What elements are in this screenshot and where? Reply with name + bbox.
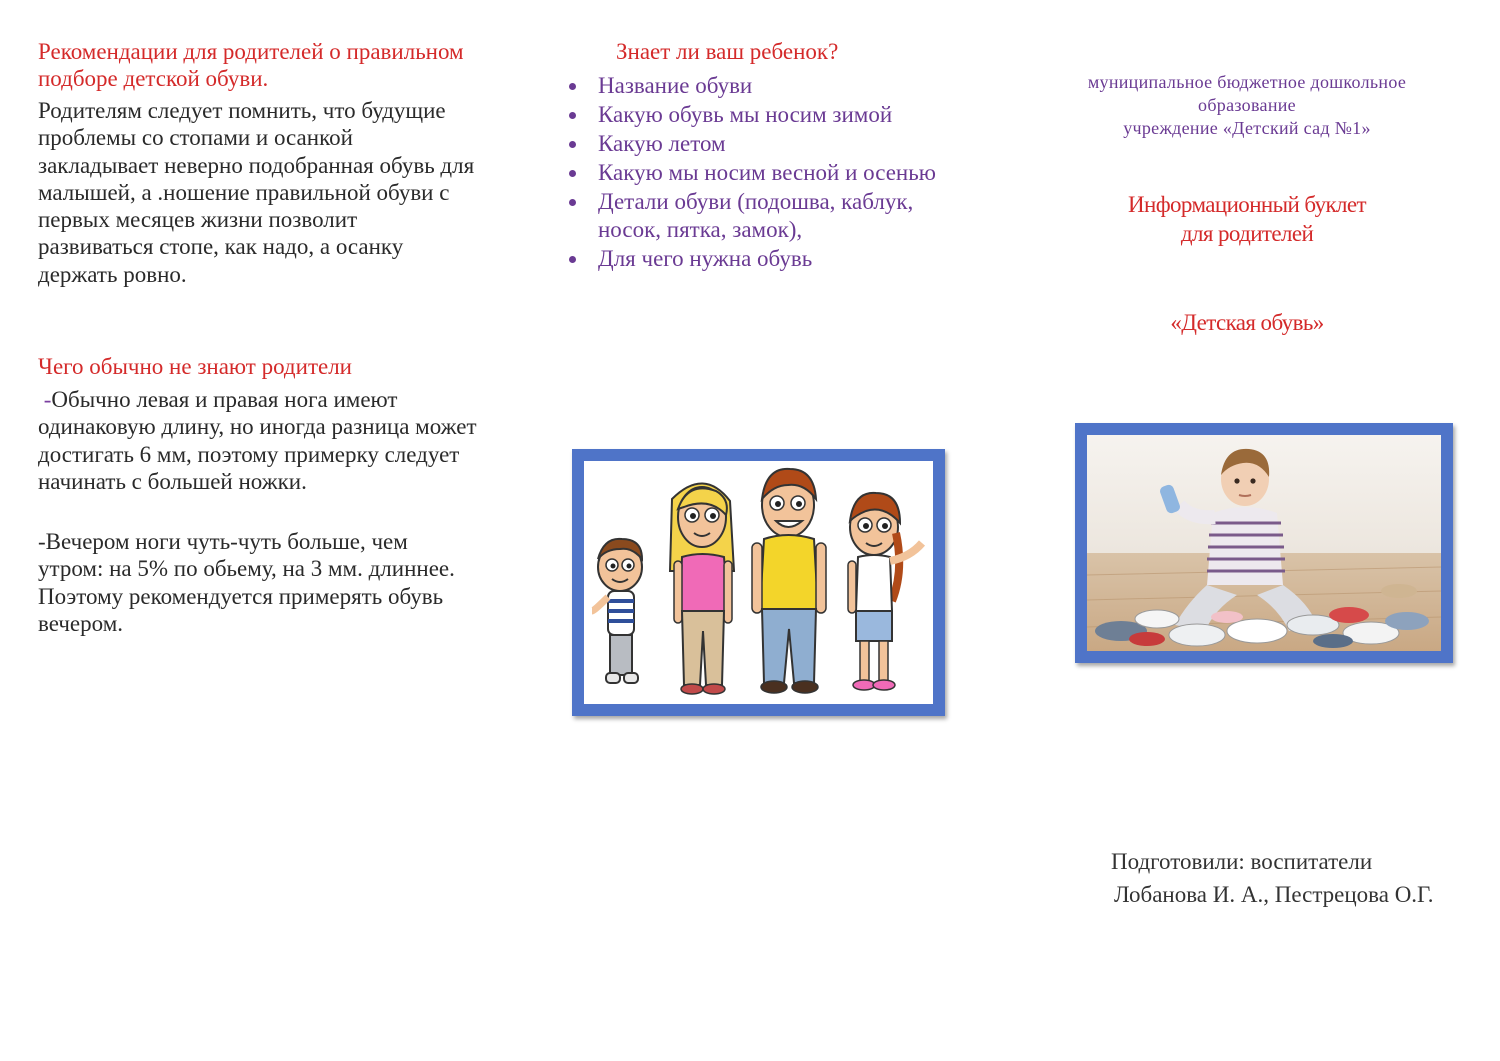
booklet-title [1040,190,1454,248]
child-with-shoes-photo-icon [1087,435,1441,651]
bullet-icon [569,170,576,177]
knows-list-item [560,159,960,187]
child-with-shoes-picture [1075,423,1453,663]
organization-name-line-1: муниципальное бюджетное дошкольное образование [1087,72,1407,115]
knows-list-item-text: Детали обуви (подошва, каблук, носок, пятка, замок), [598,189,914,242]
knows-list-item [560,130,960,158]
bullet-icon [569,199,576,206]
knows-list-item [560,245,960,273]
cartoon-father [752,469,826,693]
cartoon-mother [670,483,734,694]
knows-list-item [560,101,960,129]
unknown-facts-title: Чего обычно не знают родители [38,354,352,379]
recommendations-title: Рекомендации для родителей о правильном подборе детской обуви. [38,39,464,91]
unknown-fact-2: -Вечером ноги чуть-чуть больше, чем утром: на 5% по обьему, на 3 мм. длиннее. Поэтому рекомендуется примерять обувь вечером. [38,529,455,636]
organization-name [1040,71,1454,140]
cartoon-boy [592,539,642,683]
bullet-icon [569,256,576,263]
recommendations-body: Родителям следует помнить, что будущие проблемы со стопами и осанкой закладывает неверно подобранная обувь для малышей, а .ношение правильной обуви с первых месяцев жизни позволит развиваться стопе, как надо, а осанку держать ровно. [38,98,475,287]
knows-list-item-text: Название обуви [598,73,753,98]
knows-list-item-text: Для чего нужна обувь [598,245,813,271]
booklet-topic: «Детская обувь» [1170,310,1324,335]
prepared-by-label: Подготовили: воспитатели [1111,849,1373,874]
knows-list-item [560,72,960,100]
booklet-title-line-1: Информационный буклет [1128,192,1366,217]
unknown-fact-1-text: Обычно левая и правая нога имеют одинаковую длину, но иногда разница может достигать 6 мм, поэтому примерку следует начинать с большей ножки. [38,387,477,494]
knows-list-item-text: Какую мы носим весной и осенью [598,160,936,185]
bullet-icon [569,141,576,148]
cartoon-girl [848,493,922,690]
bullet-icon [569,112,576,119]
bullet-icon [569,83,576,90]
knows-list-item [560,188,960,243]
prepared-by-names: Лобанова И. А., Пестрецова О.Г. [1114,882,1434,907]
booklet-title-line-2: для родителей [1180,221,1314,246]
unknown-fact-1 [38,386,478,495]
knows-list-item-text: Какую обувь мы носим зимой [598,102,893,127]
family-cartoon-picture [572,449,945,716]
knows-title: Знает ли ваш ребенок? [616,39,839,64]
knows-list [560,72,960,274]
organization-name-line-2: учреждение «Детский сад №1» [1123,118,1371,138]
family-cartoon-icon [584,461,933,704]
dash-marker: - [43,387,52,412]
knows-list-item-text: Какую летом [598,131,726,156]
